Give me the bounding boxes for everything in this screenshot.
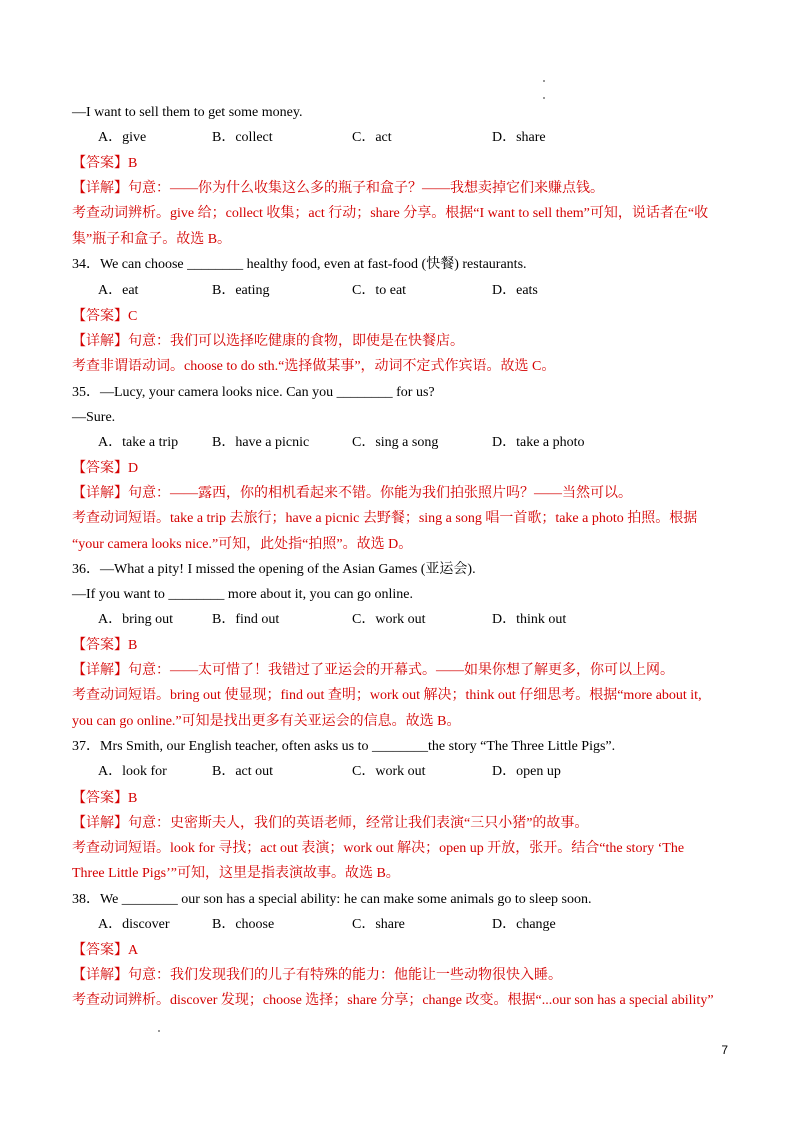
explanation-line: “your camera looks nice.”可知，此处指“拍照”。故选 D。 — [72, 537, 413, 552]
option-b: B．act out — [212, 764, 274, 779]
answer-tag: 【答案】 — [72, 156, 128, 171]
option-d: D．eats — [492, 283, 538, 298]
option-a: A．eat — [98, 283, 139, 298]
explanation-line: 考查动词辨析。give 给；collect 收集；act 行动；share 分享。根据“I want to sell them”可知，说话者在“收 — [72, 206, 709, 221]
option-a: A．take a trip — [98, 435, 179, 450]
answer-tag: 【答案】 — [72, 943, 128, 958]
option-a: A．look for — [98, 764, 167, 779]
explanation-line: Three Little Pigs’”可知，这里是指表演故事。故选 B。 — [72, 866, 400, 881]
answer-tag: 【答案】 — [72, 309, 128, 324]
scan-dot — [158, 1030, 160, 1032]
explanation-line: 【详解】句意：史密斯夫人，我们的英语老师，经常让我们表演“三只小猪”的故事。 — [72, 816, 589, 831]
scan-dot — [543, 97, 545, 99]
option-b: B．have a picnic — [212, 435, 310, 450]
option-d: D．share — [492, 130, 546, 145]
answer-value: C — [128, 309, 138, 324]
answer-line — [72, 789, 740, 809]
option-c: C．work out — [352, 612, 426, 627]
answer-line — [72, 636, 740, 656]
explanation-line: 【详解】句意：——露西，你的相机看起来不错。你能为我们拍张照片吗？——当然可以。 — [72, 486, 632, 501]
option-c: C．share — [352, 917, 405, 932]
explanation-line: 【详解】句意：我们发现我们的儿子有特殊的能力：他能让一些动物很快入睡。 — [72, 968, 562, 983]
explanation-line: 【详解】句意：——你为什么收集这么多的瓶子和盒子？——我想卖掉它们来赚点钱。 — [72, 181, 604, 196]
question-line: —If you want to ________ more about it, you can go online. — [72, 587, 413, 602]
option-b: B．find out — [212, 612, 280, 627]
answer-value: D — [128, 461, 139, 476]
answer-value: A — [128, 943, 139, 958]
answer-value: B — [128, 791, 138, 806]
explanation-line: 考查动词短语。take a trip 去旅行；have a picnic 去野餐；sing a song 唱一首歌；take a photo 拍照。根据 — [72, 511, 698, 526]
page-number: 7 — [721, 1043, 728, 1057]
option-b: B．eating — [212, 283, 270, 298]
explanation-line: 集”瓶子和盒子。故选 B。 — [72, 232, 232, 247]
answer-value: B — [128, 638, 138, 653]
question-line: 36．—What a pity! I missed the opening of the Asian Games (亚运会). — [72, 562, 476, 577]
explanation-line: 考查动词短语。look for 寻找；act out 表演；work out 解决；open up 开放，张开。结合“the story ‘The — [72, 841, 685, 856]
option-b: B．choose — [212, 917, 275, 932]
option-d: D．think out — [492, 612, 567, 627]
option-a: A．bring out — [98, 612, 174, 627]
explanation-line: 考查动词辨析。discover 发现；choose 选择；share 分享；change 改变。根据“...our son has a special ability” — [72, 993, 714, 1008]
option-c: C．to eat — [352, 283, 407, 298]
option-b: B．collect — [212, 130, 273, 145]
explanation-line: 【详解】句意：我们可以选择吃健康的食物，即使是在快餐店。 — [72, 334, 464, 349]
question-line: 34．We can choose ________ healthy food, even at fast-food (快餐) restaurants. — [72, 257, 527, 272]
question-line: 35．—Lucy, your camera looks nice. Can you ________ for us? — [72, 385, 435, 400]
explanation-line: 考查非谓语动词。choose to do sth.“选择做某事”，动词不定式作宾语。故选 C。 — [72, 359, 556, 374]
option-d: D．change — [492, 917, 556, 932]
answer-line — [72, 459, 740, 479]
answer-line — [72, 307, 740, 327]
answer-line — [72, 154, 740, 174]
explanation-line: 【详解】句意：——太可惜了！我错过了亚运会的开幕式。——如果你想了解更多，你可以上网。 — [72, 663, 674, 678]
option-c: C．work out — [352, 764, 426, 779]
option-c: C．sing a song — [352, 435, 439, 450]
option-d: D．take a photo — [492, 435, 585, 450]
question-line: 38．We ________ our son has a special ability: he can make some animals go to sleep soon. — [72, 892, 592, 907]
question-line: —Sure. — [72, 410, 116, 425]
scan-dot — [543, 80, 545, 82]
question-line: 37．Mrs Smith, our English teacher, often asks us to ________the story “The Three Little Pigs”. — [72, 739, 616, 754]
option-a: A．discover — [98, 917, 170, 932]
answer-tag: 【答案】 — [72, 791, 128, 806]
option-c: C．act — [352, 130, 392, 145]
explanation-line: 考查动词短语。bring out 使显现；find out 查明；work out 解决；think out 仔细思考。根据“more about it, — [72, 688, 702, 703]
answer-tag: 【答案】 — [72, 461, 128, 476]
answer-value: B — [128, 156, 138, 171]
answer-line — [72, 941, 740, 961]
explanation-line: you can go online.”可知是找出更多有关亚运会的信息。故选 B。 — [72, 714, 461, 729]
answer-tag: 【答案】 — [72, 638, 128, 653]
option-a: A．give — [98, 130, 147, 145]
question-line: —I want to sell them to get some money. — [72, 105, 303, 120]
option-d: D．open up — [492, 764, 561, 779]
